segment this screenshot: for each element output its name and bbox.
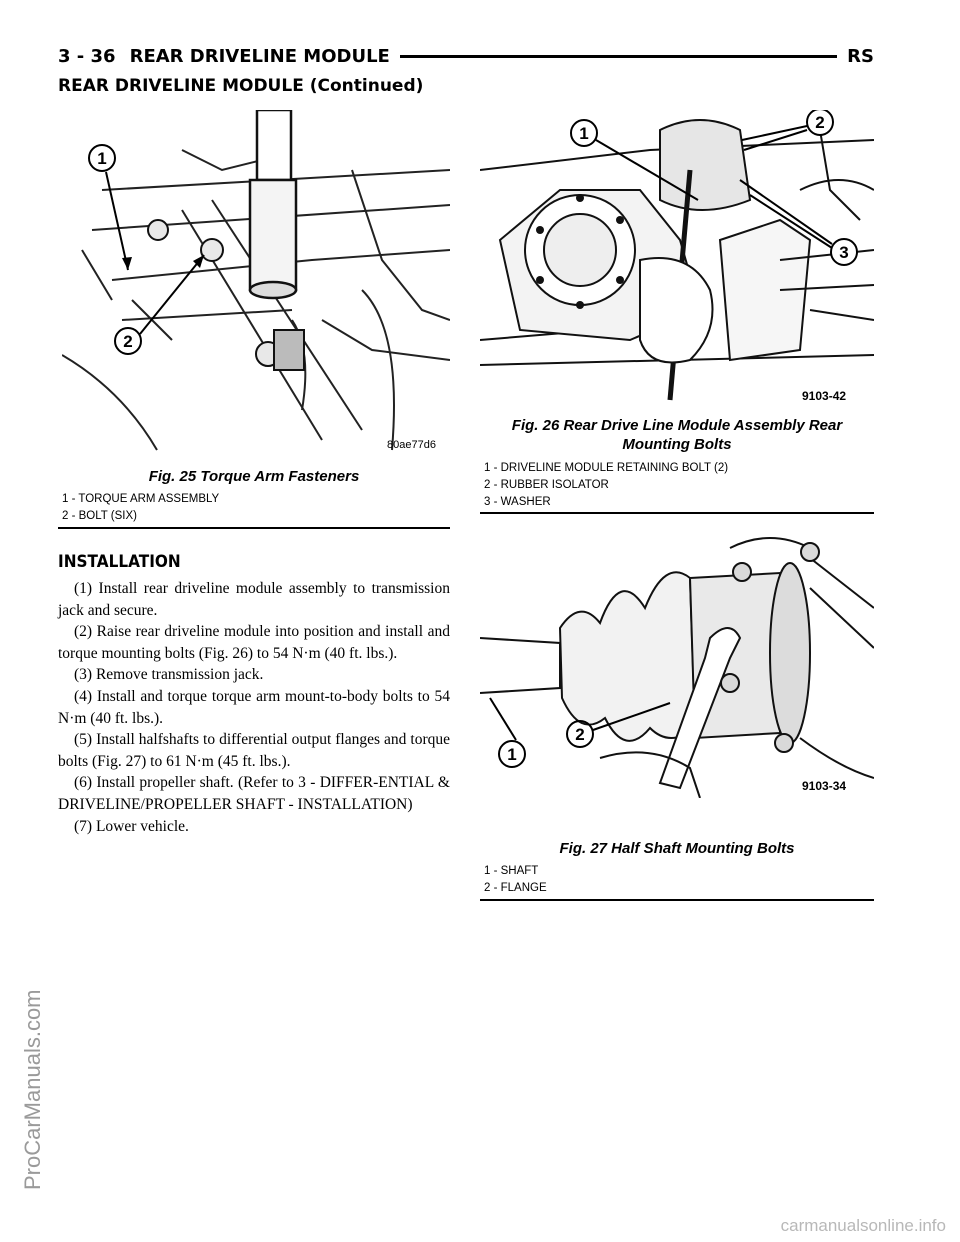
footer-watermark: carmanualsonline.info bbox=[780, 1216, 946, 1235]
fig26-callout-2: 2 bbox=[815, 113, 825, 132]
fig25-illustration bbox=[62, 110, 450, 455]
header-vehicle-code: RS bbox=[847, 45, 874, 67]
fig26-callout-1: 1 bbox=[579, 124, 589, 143]
fig25-legend bbox=[62, 491, 450, 525]
header-rule bbox=[400, 55, 837, 58]
continued-title: REAR DRIVELINE MODULE (Continued) bbox=[58, 76, 424, 96]
fig25-legend-item-1: 1 - TORQUE ARM ASSEMBLY bbox=[62, 493, 220, 505]
fig25-callout-2: 2 bbox=[123, 332, 133, 351]
fig26-legend-item-3: 3 - WASHER bbox=[484, 496, 551, 508]
fig25-code: 80ae77d6 bbox=[387, 439, 436, 451]
header-section-title: REAR DRIVELINE MODULE bbox=[129, 45, 390, 67]
installation-step-5: (5) Install halfshafts to differential output flanges and torque bolts (Fig. 27) to 61 N·m (45 ft. lbs.). bbox=[58, 731, 450, 770]
fig25-legend-item-2: 2 - BOLT (SIX) bbox=[62, 510, 137, 522]
fig26-caption-line-1: Fig. 26 Rear Drive Line Module Assembly Rear bbox=[511, 417, 843, 434]
fig27-legend-item-1: 1 - SHAFT bbox=[484, 865, 539, 877]
installation-step-6: (6) Install propeller shaft. (Refer to 3 - DIFFER-ENTIAL & DRIVELINE/PROPELLER SHAFT - INSTALLATION) bbox=[58, 774, 450, 813]
fig25-caption: Fig. 25 Torque Arm Fasteners bbox=[148, 468, 360, 485]
fig27-code: 9103-34 bbox=[802, 779, 847, 793]
fig26-rule bbox=[480, 512, 874, 514]
fig27-rule bbox=[480, 899, 874, 901]
page-number: 3 - 36 bbox=[58, 45, 116, 67]
side-watermark: ProCarManuals.com bbox=[20, 989, 45, 1190]
fig26-code: 9103-42 bbox=[802, 389, 847, 403]
installation-step-7: (7) Lower vehicle. bbox=[74, 817, 189, 835]
installation-step-4: (4) Install and torque torque arm mount-to-body bolts to 54 N·m (40 ft. lbs.). bbox=[58, 687, 450, 727]
fig27-callout-2: 2 bbox=[575, 725, 585, 744]
fig26-caption-line-2: Mounting Bolts bbox=[622, 436, 732, 453]
fig26-illustration bbox=[480, 110, 874, 410]
fig26-legend bbox=[484, 460, 874, 511]
installation-step-1: (1) Install rear driveline module assembly to transmission jack and secure. bbox=[58, 580, 450, 619]
fig26-caption bbox=[480, 416, 874, 454]
fig27-legend bbox=[484, 863, 874, 897]
fig26-legend-item-1: 1 - DRIVELINE MODULE RETAINING BOLT (2) bbox=[484, 462, 729, 474]
page-header bbox=[58, 44, 874, 68]
fig27-callout-1: 1 bbox=[507, 745, 517, 764]
installation-steps bbox=[58, 578, 450, 837]
installation-step-3: (3) Remove transmission jack. bbox=[74, 666, 264, 684]
fig27-illustration bbox=[480, 528, 874, 798]
fig27-caption: Fig. 27 Half Shaft Mounting Bolts bbox=[559, 840, 795, 857]
fig26-legend-item-2: 2 - RUBBER ISOLATOR bbox=[484, 479, 609, 491]
installation-step-2: (2) Raise rear driveline module into position and install and torque mounting bolts (Fig. 26) to 54 N·m (40 ft. lbs.). bbox=[58, 623, 450, 662]
fig25-rule bbox=[58, 527, 450, 529]
fig27-legend-item-2: 2 - FLANGE bbox=[484, 882, 547, 894]
installation-heading: INSTALLATION bbox=[58, 552, 181, 572]
fig25-callout-1: 1 bbox=[97, 149, 107, 168]
fig26-callout-3: 3 bbox=[839, 243, 849, 262]
